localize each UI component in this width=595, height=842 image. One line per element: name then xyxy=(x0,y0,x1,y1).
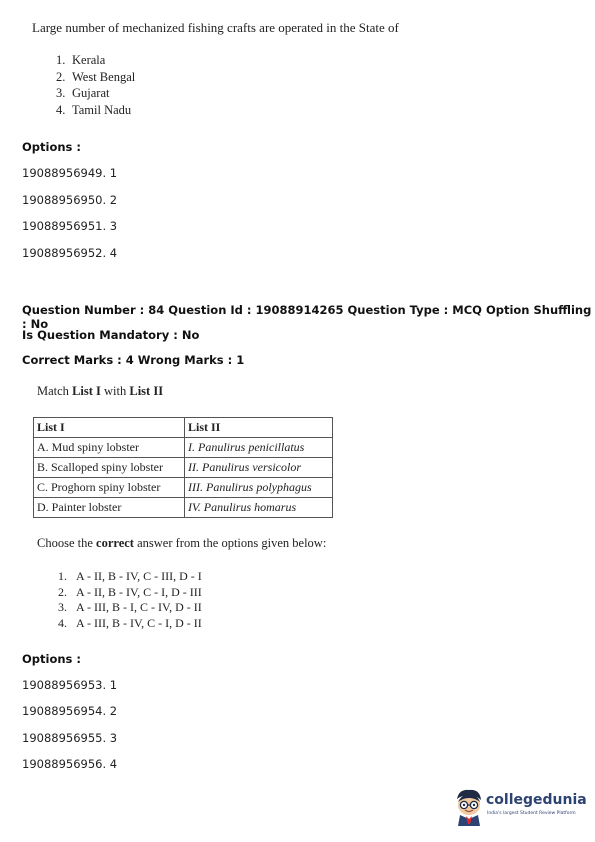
brand-tagline: India's largest Student Review Platform xyxy=(487,811,576,816)
collegedunia-logo xyxy=(452,786,587,826)
table-header-row xyxy=(34,418,333,438)
option-line: 19088956949. 1 xyxy=(22,166,118,180)
list-item: 1. A - II, B - IV, C - III, D - I xyxy=(58,569,202,583)
list-item: 4. A - III, B - IV, C - I, D - II xyxy=(58,615,202,630)
instruction-text: Choose the correct answer from the options given below: xyxy=(37,536,327,550)
table-cell: D. Painter lobster xyxy=(34,498,185,518)
brand-name: collegedunia xyxy=(486,792,587,808)
option-line: 19088956955. 3 xyxy=(22,731,118,745)
option-line: 19088956953. 1 xyxy=(22,678,118,692)
list-item: 2. A - II, B - IV, C - I, D - III xyxy=(58,584,202,599)
options-heading: Options : xyxy=(22,140,81,154)
marks-info: Correct Marks : 4 Wrong Marks : 1 xyxy=(22,353,245,367)
mascot-icon xyxy=(452,786,486,826)
question-prompt: Match List I with List II xyxy=(37,384,164,398)
option-line: 19088956950. 2 xyxy=(22,193,118,207)
option-line: 19088956952. 4 xyxy=(22,246,118,260)
table-cell: B. Scalloped spiny lobster xyxy=(34,458,185,478)
list-item: 1. Kerala xyxy=(56,53,106,67)
answer-choices xyxy=(58,569,202,631)
table-header-cell: List I xyxy=(34,418,185,438)
question-text: Large number of mechanized fishing crafts are operated in the State of xyxy=(32,20,399,35)
table-row xyxy=(34,458,333,478)
table-cell: I. Panulirus penicillatus xyxy=(185,438,333,458)
question-items xyxy=(56,52,135,118)
option-line: 19088956956. 4 xyxy=(22,757,118,771)
table-row xyxy=(34,438,333,458)
list-item: 4. Tamil Nadu xyxy=(56,102,132,117)
table-cell: IV. Panulirus homarus xyxy=(185,498,333,518)
table-header-cell: List II xyxy=(185,418,333,438)
table-cell: A. Mud spiny lobster xyxy=(34,438,185,458)
list-item: 3. Gujarat xyxy=(56,86,110,100)
table-cell: III. Panulirus polyphagus xyxy=(185,478,333,498)
table-row xyxy=(34,498,333,518)
option-line: 19088956954. 2 xyxy=(22,704,118,718)
table-row xyxy=(34,478,333,498)
table-cell: C. Proghorn spiny lobster xyxy=(34,478,185,498)
options-heading: Options : xyxy=(22,652,81,666)
option-line: 19088956951. 3 xyxy=(22,219,118,233)
table-cell: II. Panulirus versicolor xyxy=(185,458,333,478)
match-table xyxy=(33,417,333,518)
mandatory-flag: Is Question Mandatory : No xyxy=(22,328,200,342)
list-item: 2. West Bengal xyxy=(56,69,136,84)
list-item: 3. A - III, B - I, C - IV, D - II xyxy=(58,600,202,614)
question-meta: Question Number : 84 Question Id : 19088914265 Question Type : MCQ Option Shuffling : No xyxy=(22,303,592,331)
